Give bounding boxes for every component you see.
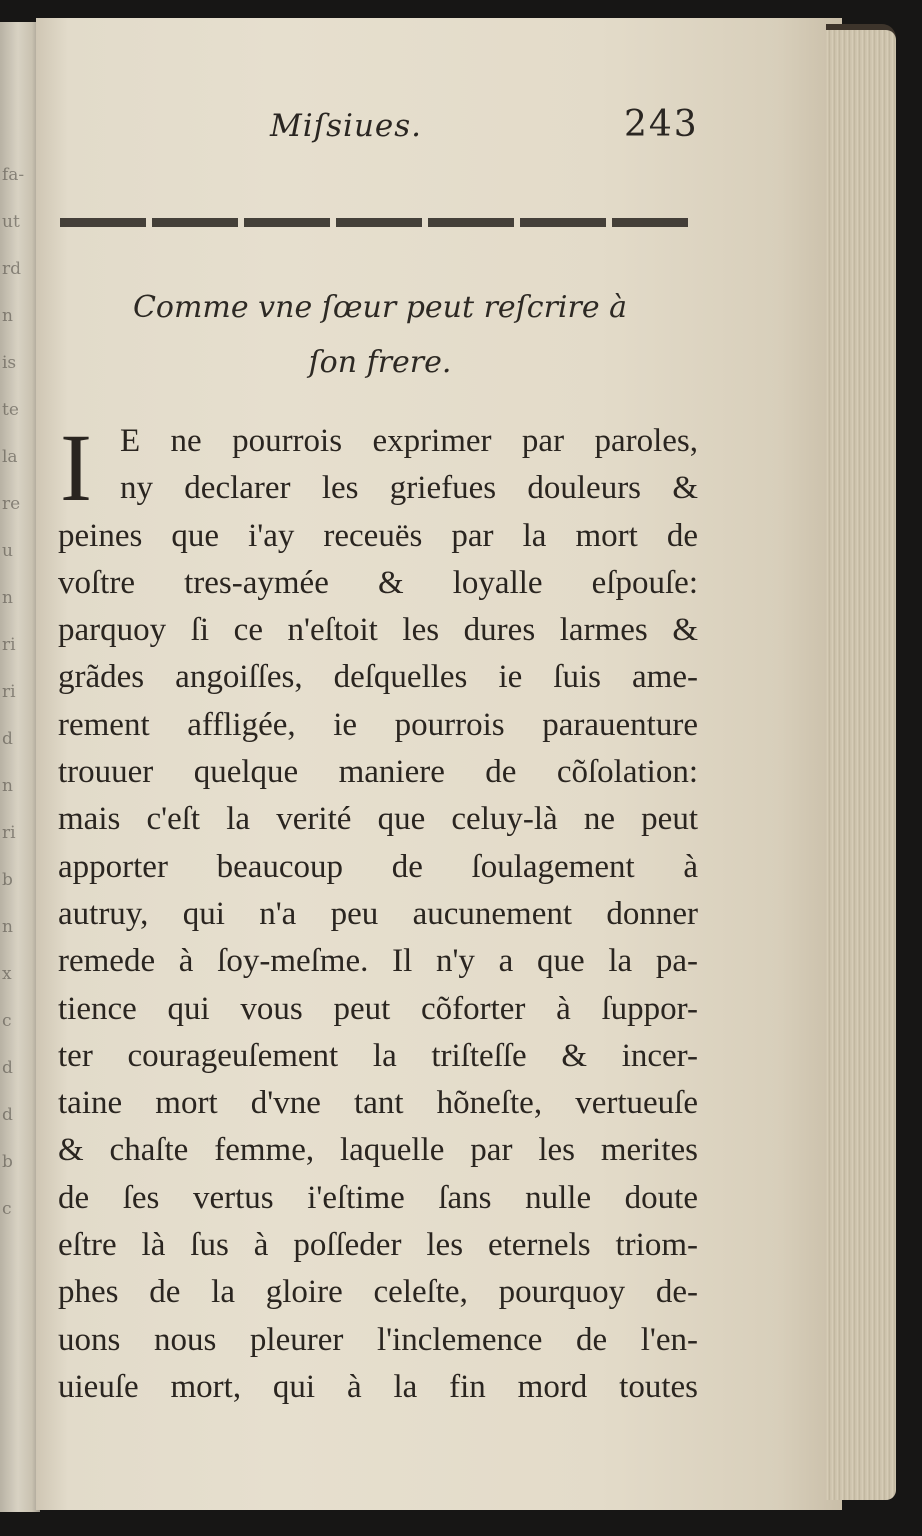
text-line: de ſes vertus i'eſtime ſans nulle doute — [58, 1179, 698, 1216]
left-page-edge — [0, 22, 40, 1512]
header-rule — [60, 218, 688, 227]
heading-line: Comme vne ſœur peut reſcrire à — [132, 290, 628, 325]
text-line: uons nous pleurer l'inclemence de l'en- — [58, 1321, 698, 1358]
text-line: grãdes angoiſſes, deſquelles ie ſuis ame- — [58, 659, 698, 696]
text-line: remede à ſoy-meſme. Il n'y a que la pa- — [58, 943, 698, 980]
text-line: autruy, qui n'a peu aucunement donner — [58, 895, 698, 932]
text-line: taine mort d'vne tant hõneſte, vertueuſe — [58, 1085, 698, 1122]
text-line: E ne pourrois exprimer par paroles, — [120, 423, 698, 459]
text-line: ny declarer les griefues douleurs & — [120, 470, 698, 507]
running-head: Miſsiues. — [270, 108, 423, 144]
text-line: mais c'eſt la verité que celuy-là ne peut — [58, 801, 698, 838]
text-line: & chaſte femme, laquelle par les merites — [58, 1132, 698, 1169]
text-line: voſtre tres-aymée & loyalle eſpouſe: — [58, 564, 698, 601]
letter-heading — [100, 280, 660, 390]
drop-cap: I — [60, 414, 92, 521]
text-line: parquoy ſi ce n'eſtoit les dures larmes & — [58, 612, 698, 649]
text-line: trouuer quelque maniere de cõſolation: — [58, 754, 698, 791]
page-edges — [826, 30, 896, 1500]
left-page-fragment: fa- ut rd n is te la re u n ri ri d n ri b n x c d d b c — [2, 165, 25, 1219]
text-line: rement affligée, ie pourrois parauenture — [58, 706, 698, 743]
heading-line: ſon frere. — [308, 345, 452, 380]
text-line: peines que i'ay receuës par la mort de — [58, 517, 698, 554]
letter-body — [58, 414, 698, 1411]
page-number: 243 — [624, 104, 699, 145]
text-line: tience qui vous peut cõforter à ſuppor- — [58, 990, 698, 1027]
text-line: phes de la gloire celeſte, pourquoy de- — [58, 1274, 698, 1311]
text-line: apporter beaucoup de ſoulagement à — [58, 848, 698, 885]
text-line: uieuſe mort, qui à la fin mord toutes — [58, 1368, 698, 1405]
text-line: ter courageuſement la triſteſſe & incer- — [58, 1037, 698, 1074]
text-line: eſtre là ſus à poſſeder les eternels triom- — [58, 1227, 698, 1264]
